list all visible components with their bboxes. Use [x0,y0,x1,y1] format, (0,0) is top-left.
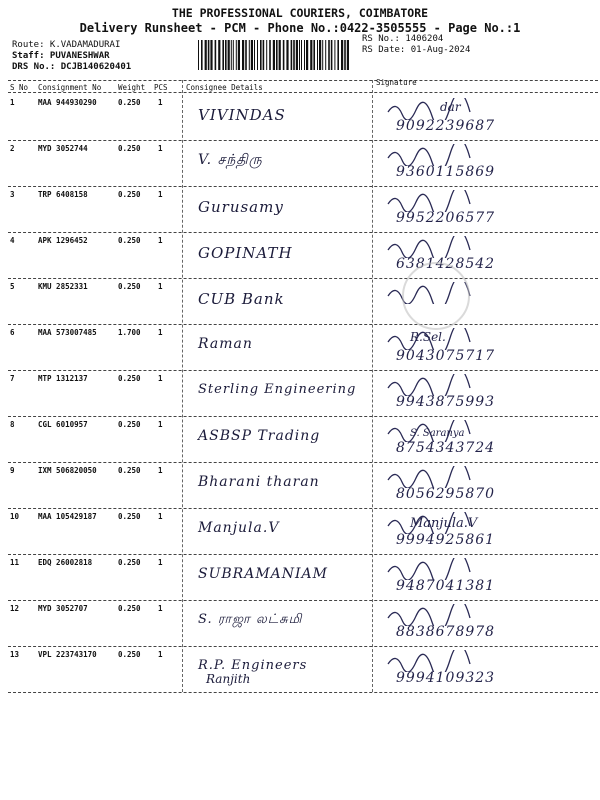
row-signature-phone: 8838678978 [396,624,496,640]
row-weight: 0.250 [118,282,141,291]
col-header-sno: S No [10,83,29,92]
row-weight: 0.250 [118,420,141,429]
row-pcs: 1 [158,98,163,107]
row-consignment-no: EDQ 26002818 [38,558,93,567]
row-pcs: 1 [158,650,163,659]
row-consignment-no: MAA 573007485 [38,328,97,337]
row-divider [8,462,598,463]
row-weight: 0.250 [118,144,141,153]
row-consignment-no: APK 1296452 [38,236,88,245]
row-weight: 0.250 [118,190,141,199]
row-weight: 1.700 [118,328,141,337]
col-header-signature: Signature [376,78,417,87]
row-weight: 0.250 [118,374,141,383]
row-sno: 11 [10,558,20,567]
row-1-signature-note: dar [440,100,461,114]
row-weight: 0.250 [118,558,141,567]
row-consignment-no: TRP 6408158 [38,190,88,199]
col-header-consignee: Consignee Details [186,83,263,92]
company-title: THE PROFESSIONAL COURIERS, COIMBATORE [171,6,429,20]
row-weight: 0.250 [118,650,141,659]
row-consignment-no: MYD 3052707 [38,604,88,613]
row-consignment-no: MAA 944930290 [38,98,97,107]
row-consignment-no: IXM 506820050 [38,466,97,475]
row-divider [8,600,598,601]
col-header-pcs: PCS [154,83,168,92]
row-signature-phone: 6381428542 [396,256,496,272]
signature-scribble [384,650,474,672]
row-sno: 2 [10,144,15,153]
runsheet-subtitle: Delivery Runsheet - PCM - Phone No.:0422-3505555 - Page No.:1 [79,21,521,35]
row-pcs: 1 [158,190,163,199]
row-weight: 0.250 [118,466,141,475]
row-divider [8,278,598,279]
signature-scribble [384,374,474,396]
row-pcs: 1 [158,374,163,383]
row-divider [8,140,598,141]
row-consignment-no: CGL 6010957 [38,420,88,429]
row-sno: 10 [10,512,20,521]
row-divider [8,324,598,325]
row-consignment-no: VPL 223743170 [38,650,97,659]
row-consignee: R.P. Engineers [198,658,308,673]
row-signature-phone: 9994925861 [396,532,496,548]
signature-scribble [384,466,474,488]
row-signature-phone: 9092239687 [396,118,496,134]
row-consignee: CUB Bank [198,290,285,308]
signature-scribble [384,558,474,580]
row-signature-phone: 9952206577 [396,210,496,226]
delivery-stamp [402,262,470,330]
row-consignee: Manjula.V [198,520,280,536]
row-divider [8,232,598,233]
row-pcs: 1 [158,236,163,245]
row-divider [8,186,598,187]
row-pcs: 1 [158,604,163,613]
signature-scribble [384,190,474,212]
row-sno: 7 [10,374,15,383]
row-sno: 3 [10,190,15,199]
row-signature-phone: 8056295870 [396,486,496,502]
row-10-signature-note: Manjula.V [410,516,478,531]
row-pcs: 1 [158,328,163,337]
row-signature-phone: 9043075717 [396,348,496,364]
row-consignment-no: KMU 2852331 [38,282,88,291]
row-consignee: Gurusamy [198,198,284,216]
signature-scribble [384,236,474,258]
row-consignee: VIVINDAS [198,106,286,124]
row-pcs: 1 [158,512,163,521]
row-divider [8,646,598,647]
staff: Staff: PUVANESHWAR [12,51,110,61]
row-6-signature-note: R.Sel. [410,330,446,344]
rs-date: RS Date: 01-Aug-2024 [362,45,471,55]
row-signature-phone: 9360115869 [396,164,496,180]
row-signature-phone: 9487041381 [396,578,496,594]
col-header-consignment: Consignment No [38,83,102,92]
row-8-signature-note: S. Saranya [410,428,465,439]
rs-number: RS No.: 1406204 [362,34,444,44]
row-consignee: Sterling Engineering [198,382,357,397]
route: Route: K.VADAMADURAI [12,40,121,50]
row-sno: 1 [10,98,15,107]
row-signature-phone: 9943875993 [396,394,496,410]
row-sno: 4 [10,236,15,245]
row-pcs: 1 [158,558,163,567]
row-divider [8,370,598,371]
row-pcs: 1 [158,144,163,153]
row-pcs: 1 [158,466,163,475]
table-top-rule [8,80,598,81]
row-consignee: S. ராஜா லட்சுமி [198,612,303,627]
row-consignee: GOPINATH [198,244,293,262]
row-weight: 0.250 [118,512,141,521]
row-sno: 5 [10,282,15,291]
row-weight: 0.250 [118,236,141,245]
row-sno: 13 [10,650,20,659]
row-consignee: Bharani tharan [198,474,320,490]
row-divider [8,416,598,417]
row-consignee: ASBSP Trading [198,428,321,444]
row-consignment-no: MYD 3052744 [38,144,88,153]
barcode [198,40,350,70]
row-divider [8,554,598,555]
row-consignment-no: MAA 105429187 [38,512,97,521]
row-sno: 9 [10,466,15,475]
row-divider [8,692,598,693]
row-signature-phone: 8754343724 [396,440,496,456]
row-sno: 8 [10,420,15,429]
row-consignee: SUBRAMANIAM [198,566,328,582]
col-header-weight: Weight [118,83,146,92]
row-consignee: V. சந்திரு [198,152,263,168]
row-consignee: Raman [198,336,253,352]
signature-scribble [384,144,474,166]
row-sno: 6 [10,328,15,337]
row-consignment-no: MTP 1312137 [38,374,88,383]
row-weight: 0.250 [118,604,141,613]
row-13-consignee-sub: Ranjith [206,672,251,686]
row-signature-phone: 9994109323 [396,670,496,686]
signature-scribble [384,604,474,626]
row-divider [8,508,598,509]
row-sno: 12 [10,604,20,613]
row-weight: 0.250 [118,98,141,107]
drs-number: DRS No.: DCJB140620401 [12,62,132,72]
row-pcs: 1 [158,420,163,429]
header-bottom-rule [8,92,598,93]
row-pcs: 1 [158,282,163,291]
